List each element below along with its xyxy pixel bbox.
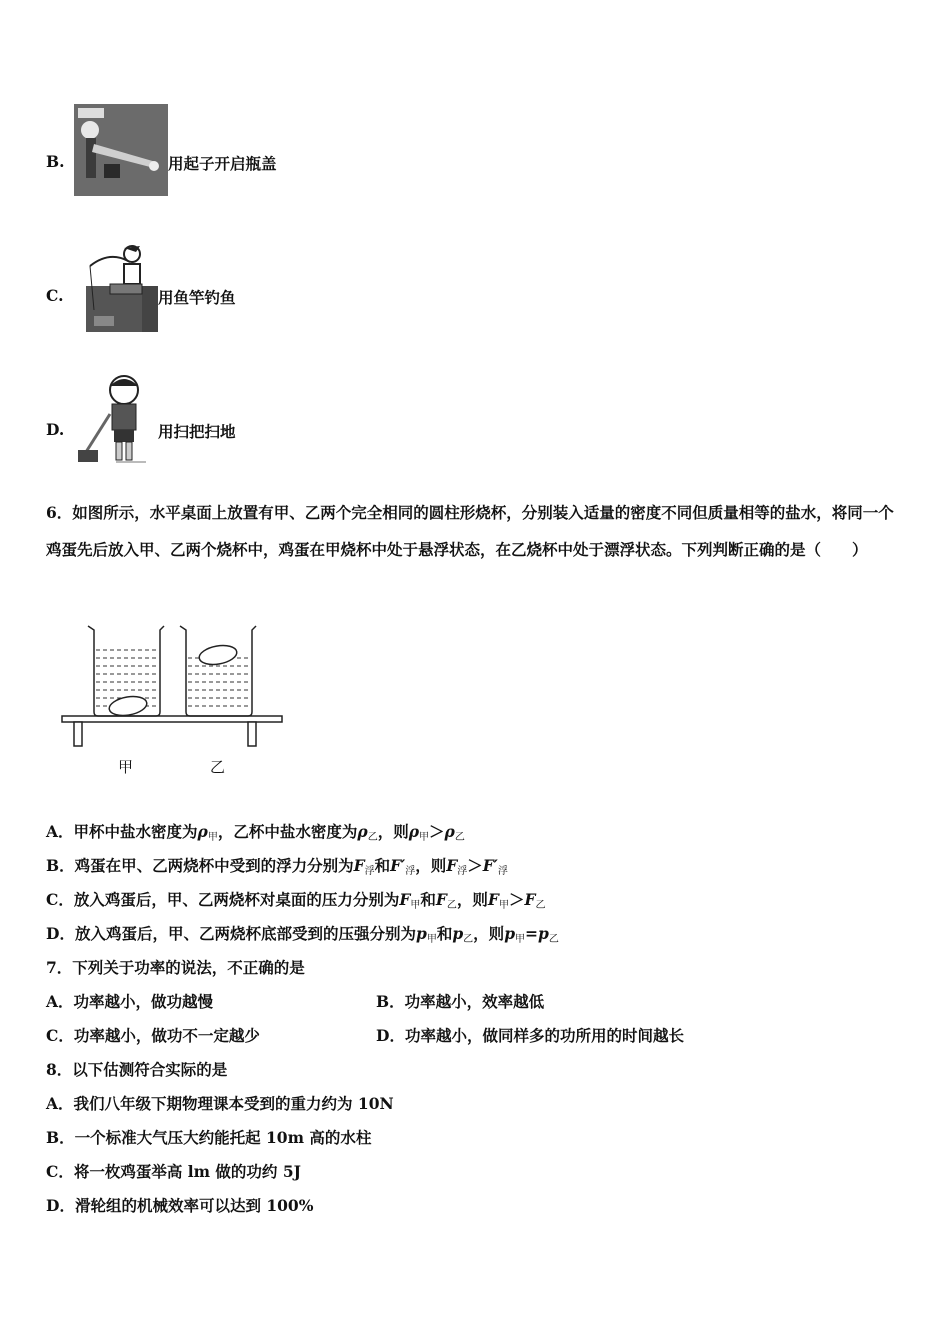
subscript: 乙 [454, 832, 465, 843]
broom-sweeping-picture-icon [76, 374, 156, 466]
figure-label-yi: 乙 [210, 758, 226, 776]
symbol: F [446, 856, 458, 875]
option-text: ，则 [473, 924, 505, 943]
option-text: 功率越小，做功越慢 [73, 992, 214, 1011]
symbol: ρ [408, 822, 420, 841]
subscript: 甲 [207, 832, 218, 843]
option-text: 功率越小，做同样多的功所用的时间越长 [404, 1026, 684, 1045]
option-text: 用鱼竿钓鱼 [158, 288, 236, 307]
option-letter: C． [46, 1162, 74, 1181]
option-text: 和 [436, 924, 453, 943]
option-text: ，则 [415, 856, 447, 875]
symbol: p [538, 924, 549, 943]
option-text: 用起子开启瓶盖 [168, 154, 277, 173]
option-letter: D． [376, 1026, 405, 1045]
q6-option-b [46, 854, 508, 877]
option-text: 我们八年级下期物理课本受到的重力约为 10N [73, 1094, 394, 1113]
subscript: 浮 [497, 866, 508, 877]
option-text: 将一枚鸡蛋举高 lm 做的功约 5J [73, 1162, 301, 1181]
relation: ＞ [508, 890, 525, 909]
symbol: F [487, 890, 499, 909]
option-letter: A． [46, 822, 74, 841]
option-text: 滑轮组的机械效率可以达到 100% [74, 1196, 314, 1215]
subscript: 甲 [419, 832, 430, 843]
option-text: ，乙杯中盐水密度为 [217, 822, 358, 841]
q8-option-c [46, 1160, 301, 1182]
bottle-opener-photo-icon [74, 104, 168, 196]
symbol: p [452, 924, 464, 943]
symbol: p [504, 924, 516, 943]
q8-option-a [46, 1092, 394, 1114]
option-text: ，则 [456, 890, 488, 909]
q7-option-d [376, 1024, 684, 1046]
relation: = [525, 924, 539, 943]
symbol: F [353, 856, 365, 875]
q7-option-a [46, 990, 213, 1012]
option-text: ，则 [377, 822, 409, 841]
q6-option-c [46, 888, 545, 911]
q6-option-d [46, 922, 559, 945]
symbol: ρ [197, 822, 208, 841]
subscript: 乙 [463, 934, 474, 945]
question-7-stem: 7．下列关于功率的说法，不正确的是 [46, 958, 305, 977]
subscript: 甲 [498, 900, 509, 911]
option-text: 甲杯中盐水密度为 [73, 822, 198, 841]
fishing-rod-picture-icon [86, 240, 158, 332]
option-letter: B. [46, 152, 65, 171]
option-text: 和 [420, 890, 436, 909]
question-6-stem: 6．如图所示，水平桌面上放置有甲、乙两个完全相同的圆柱形烧杯，分别装入适量的密度不同但质量相等的盐水，将同一个鸡蛋先后放入甲、乙两个烧杯中，鸡蛋在甲烧杯中处于悬浮状态，在乙烧杯中处于漂浮状态。下列判断正确的是（ ） [46, 503, 894, 559]
option-text: 用扫把扫地 [158, 422, 236, 441]
q7-option-c [46, 1024, 260, 1046]
subscript: 浮 [457, 866, 468, 877]
q6-option-a [46, 820, 465, 843]
option-letter: C． [46, 890, 74, 909]
symbol: p [415, 924, 427, 943]
option-letter: D. [46, 420, 65, 439]
q7-option-b [376, 990, 544, 1012]
symbol: F [435, 890, 447, 909]
symbol: F [399, 890, 411, 909]
option-text: 功率越小，效率越低 [404, 992, 545, 1011]
option-text: 功率越小，做功不一定越少 [73, 1026, 260, 1045]
relation: ＞ [429, 822, 445, 841]
subscript: 乙 [446, 900, 457, 911]
subscript: 甲 [410, 900, 421, 911]
figure-label-jia: 甲 [118, 758, 134, 776]
option-letter: B． [376, 992, 405, 1011]
subscript: 乙 [548, 934, 559, 945]
option-text: 和 [374, 856, 391, 875]
q8-option-d [46, 1194, 313, 1216]
symbol: F′ [390, 856, 406, 875]
symbol: F [524, 890, 536, 909]
subscript: 乙 [367, 832, 378, 843]
relation: ＞ [467, 856, 483, 875]
subscript: 甲 [426, 934, 437, 945]
q8-option-b [46, 1126, 371, 1148]
subscript: 浮 [405, 866, 416, 877]
option-letter: A． [46, 992, 74, 1011]
option-text: 鸡蛋在甲、乙两烧杯中受到的浮力分别为 [74, 856, 354, 875]
option-text: 放入鸡蛋后，甲、乙两烧杯对桌面的压力分别为 [73, 890, 400, 909]
option-letter: A． [46, 1094, 74, 1113]
option-letter: C． [46, 1026, 74, 1045]
option-text: 一个标准大气压大约能托起 10m 高的水柱 [74, 1128, 372, 1147]
option-letter: D． [46, 1196, 75, 1215]
option-letter: D． [46, 924, 75, 943]
question-8-stem: 8．以下估测符合实际的是 [46, 1060, 228, 1079]
option-letter: B． [46, 856, 75, 875]
symbol: F′ [482, 856, 498, 875]
subscript: 乙 [535, 900, 546, 911]
beaker-figure [60, 620, 290, 780]
subscript: 浮 [364, 866, 375, 877]
option-letter: B． [46, 1128, 75, 1147]
symbol: ρ [444, 822, 455, 841]
subscript: 甲 [515, 934, 526, 945]
option-text: 放入鸡蛋后，甲、乙两烧杯底部受到的压强分别为 [74, 924, 416, 943]
symbol: ρ [357, 822, 368, 841]
option-letter: C. [46, 286, 64, 305]
